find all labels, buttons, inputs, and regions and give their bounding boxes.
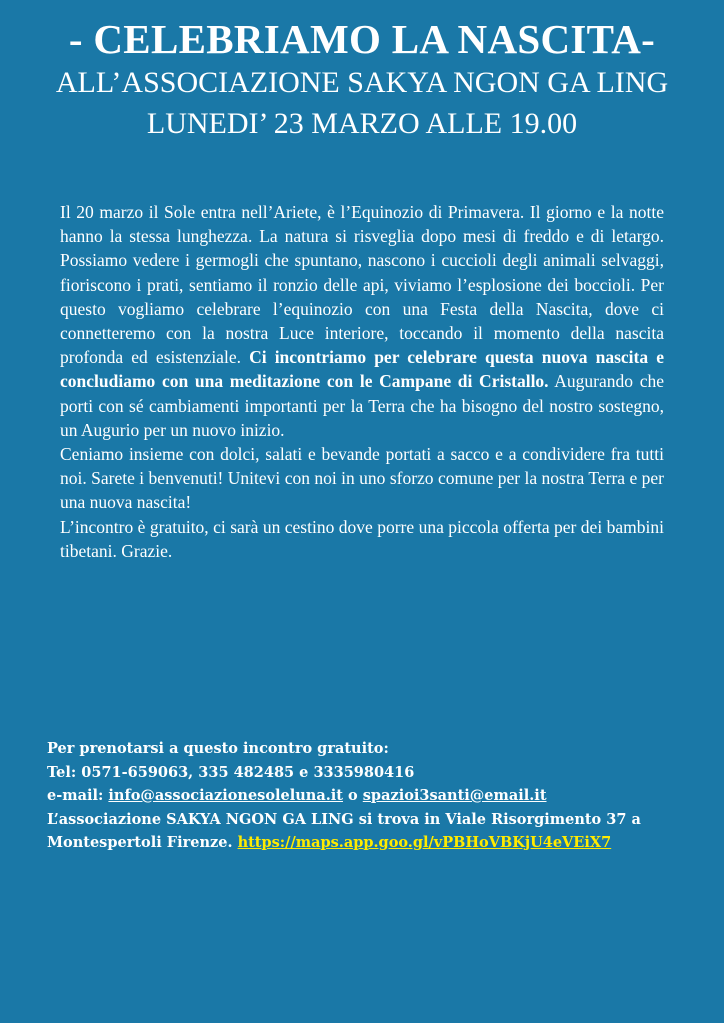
- address-line-2: [47, 831, 687, 855]
- page-title: - CELEBRIAMO LA NASCITA-: [68, 16, 656, 62]
- contact-info: [47, 737, 687, 855]
- date-line: LUNEDI’ 23 MARZO ALLE 19.00: [146, 107, 578, 140]
- paragraph-1: [60, 200, 664, 442]
- event-description: [60, 200, 664, 563]
- phone-line: Tel: 0571-659063, 335 482485 e 3335980416: [47, 763, 415, 781]
- maps-link[interactable]: https://maps.app.goo.gl/vPBHoVBKjU4eVEiX7: [237, 834, 612, 851]
- header: [0, 16, 724, 144]
- paragraph-1-intro: Il 20 marzo il Sole entra nell’Ariete, è l’Equinozio di Primavera. Il giorno e la notte hanno la stessa lunghezza. La natura si risveglia dopo mesi di freddo e di letargo. Possiamo vedere i germogli che spuntano, nascono i cuccioli degli animali selvaggi, fioriscono i prati, sentiamo il ronzio delle api, viviamo l’esplosione dei boccioli. Per questo vogliamo celebrare l’equinozio con una Festa della Nascita, dove ci connetteremo con la nostra Luce interiore, toccando il momento della nascita profonda ed esistenziale.: [60, 202, 664, 368]
- email-separator: o: [342, 787, 363, 804]
- paragraph-2: Ceniamo insieme con dolci, salati e bevande portati a sacco e a condividere fra tutti noi. Sarete i benvenuti! Unitevi con noi in uno sforzo comune per la nostra Terra e per una nuova nascita!: [60, 444, 664, 513]
- booking-line: Per prenotarsi a questo incontro gratuito:: [47, 740, 389, 757]
- email-link-1[interactable]: info@associazionesoleluna.it: [108, 787, 343, 804]
- paragraph-1-highlight: Ci incontriamo per celebrare questa nuova nascita e concludiamo con una meditazione con le Campane di Cristallo.: [60, 347, 664, 392]
- address-line-1: L’associazione SAKYA NGON GA LING si trova in Viale Risorgimento 37 a: [47, 810, 641, 828]
- paragraph-3: L’incontro è gratuito, ci sarà un cestino dove porre una piccola offerta per dei bambini tibetani. Grazie.: [60, 516, 664, 561]
- email-line: [47, 784, 687, 808]
- venue-line: ALL’ASSOCIAZIONE SAKYA NGON GA LING: [55, 66, 669, 99]
- email-link-2[interactable]: spazioi3santi@email.it: [362, 787, 547, 804]
- paragraph-1-end: Augurando che porti con sé cambiamenti importanti per la Terra che ha bisogno del nostro sostegno, un Augurio per un nuovo inizio.: [60, 371, 664, 440]
- email-label: e-mail:: [47, 787, 109, 804]
- address-city: Montespertoli Firenze.: [47, 834, 238, 851]
